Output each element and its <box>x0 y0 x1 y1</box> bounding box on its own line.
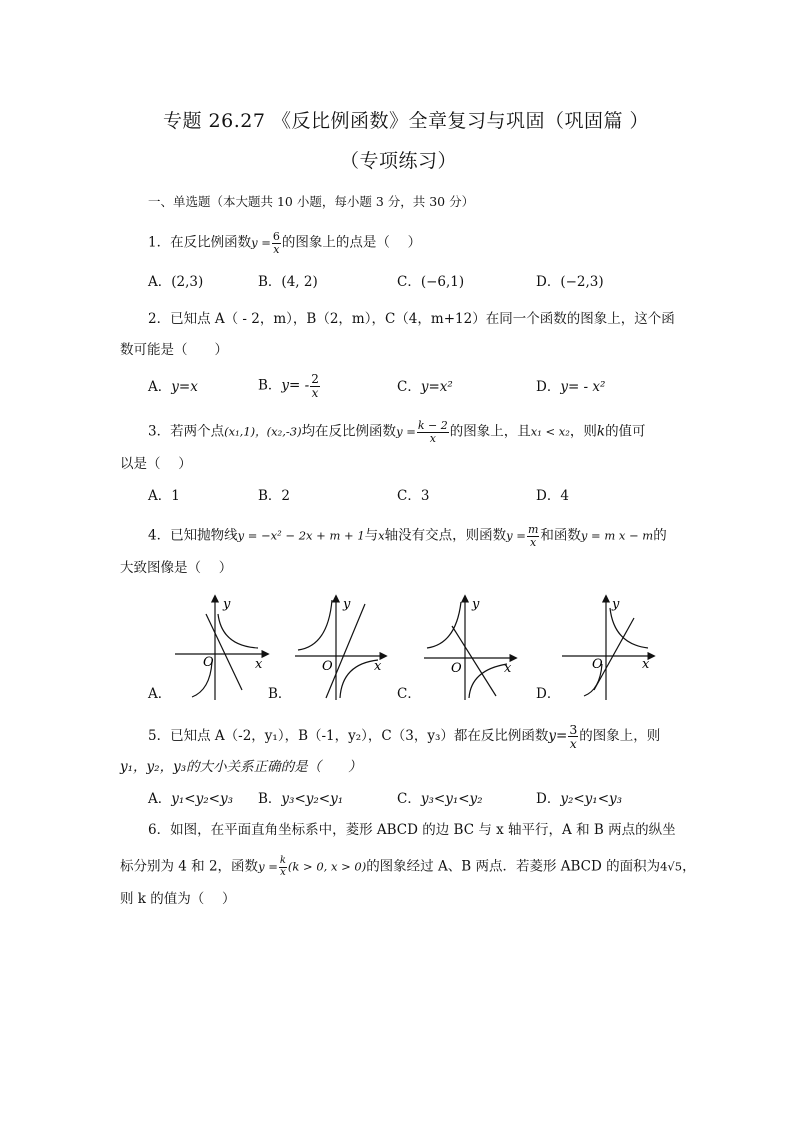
q1-expr: y = <box>251 235 271 250</box>
graph-b-hyperbola-2 <box>340 660 378 698</box>
graph-d-line <box>594 618 634 690</box>
svg-text:y: y <box>472 597 480 612</box>
q3-option-c: C．3 <box>397 488 430 504</box>
q5-option-b: B．y₃<y₂<y₁ <box>258 791 344 807</box>
question-2-stem-cont: 数可能是（ ） <box>120 342 228 358</box>
q2-option-b: B．y= - $\frac{2}{x}$ <box>258 372 319 400</box>
page-title: 专题 26.27 《反比例函数》全章复习与巩固（巩固篇 ） <box>163 110 650 132</box>
q2-option-d: D．y= - x² <box>536 379 606 395</box>
question-6-stem-cont: 标分别为 4 和 2，函数y = $\frac{k}{x}$ (k > 0, x > 0)的图象经过 A、B 两点．若菱形 ABCD 的面积为4√5， <box>120 855 696 878</box>
q5-option-a: A．y₁<y₂<y₃ <box>148 791 233 807</box>
graph-a-origin: O <box>203 655 214 670</box>
q1-option-d: D．(−2,3) <box>536 274 604 290</box>
q3-option-a: A．1 <box>148 488 180 504</box>
question-6-stem-end: 则 k 的值为（ ） <box>120 891 236 907</box>
q1-number: 1． <box>148 234 171 251</box>
q4-option-b: B． <box>268 686 292 702</box>
graph-c-hyperbola-1 <box>427 602 461 648</box>
question-1-stem <box>148 231 421 255</box>
graph-d <box>562 596 654 700</box>
page-subtitle: （专项练习） <box>340 150 458 172</box>
question-3-stem-cont: 以是（ ） <box>120 456 192 472</box>
q1-text-b: 的图象上的点是（ ） <box>281 234 422 251</box>
q1-option-b: B．(4, 2) <box>258 274 318 290</box>
graph-a <box>175 596 268 700</box>
svg-text:y: y <box>612 597 620 612</box>
svg-text:x: x <box>504 661 512 676</box>
question-2-stem: 2．已知点 A（ - 2，m），B（2，m），C（4，m+12）在同一个函数的图象上，这个函 <box>148 311 675 327</box>
section-header: 一、单选题（本大题共 10 小题，每小题 3 分，共 30 分） <box>148 194 475 209</box>
question-4-stem: 4．已知抛物线y = −x² − 2x + m + 1与x轴没有交点，则函数y = $\frac{m}{x}$ 和函数y = m x − m的 <box>148 523 667 549</box>
q5-option-c: C．y₃<y₁<y₂ <box>397 791 483 807</box>
graph-c <box>424 596 516 700</box>
graph-b <box>295 596 386 700</box>
q3-option-d: D．4 <box>536 488 569 504</box>
question-3-stem: 3．若两个点(x₁,1)，(x₂,-3)均在反比例函数y = $\frac{k - 2}{x}$ 的图象上，且x₁ < x₂，则k的值可 <box>148 419 646 445</box>
svg-text:x: x <box>642 657 650 672</box>
q4-option-a: A． <box>148 686 172 702</box>
q1-text-a: 在反比例函数 <box>170 234 252 251</box>
q2-option-c: C．y=x² <box>397 379 453 395</box>
graph-c-hyperbola-2 <box>469 664 507 698</box>
q1-option-a: A．(2,3) <box>148 274 204 290</box>
question-5-stem-cont: y₁，y₂，y₃的大小关系正确的是（ ） <box>120 759 362 775</box>
svg-text:O: O <box>592 657 603 672</box>
q1-fraction: $\frac{6}{x}$ <box>272 230 280 256</box>
q5-option-d: D．y₂<y₁<y₃ <box>536 791 623 807</box>
svg-text:y: y <box>343 597 351 612</box>
graph-a-x-label: x <box>255 657 263 672</box>
graph-a-line <box>206 614 242 690</box>
q4-option-d: D． <box>536 686 561 702</box>
question-4-stem-cont: 大致图像是（ ） <box>120 560 233 576</box>
svg-text:O: O <box>451 661 462 676</box>
svg-text:x: x <box>374 659 382 674</box>
question-6-stem: 6．如图，在平面直角坐标系中，菱形 ABCD 的边 BC 与 x 轴平行，A 和 B 两点的纵坐 <box>148 822 676 838</box>
svg-text:O: O <box>322 659 333 674</box>
graph-a-hyperbola-1 <box>218 614 258 648</box>
graph-b-hyperbola-1 <box>298 600 332 650</box>
graph-a-y-label: y <box>223 597 231 612</box>
graph-b-line <box>326 604 365 698</box>
question-5-stem: 5．已知点 A（-2，y₁），B（-1，y₂），C（3，y₃）都在反比例函数y= $\frac{3}{x}$ 的图象上，则 <box>148 722 661 752</box>
q1-option-c: C．(−6,1) <box>397 274 465 290</box>
q3-option-b: B．2 <box>258 488 291 504</box>
q2-option-a: A．y=x <box>148 379 198 395</box>
q4-option-c: C． <box>397 686 421 702</box>
